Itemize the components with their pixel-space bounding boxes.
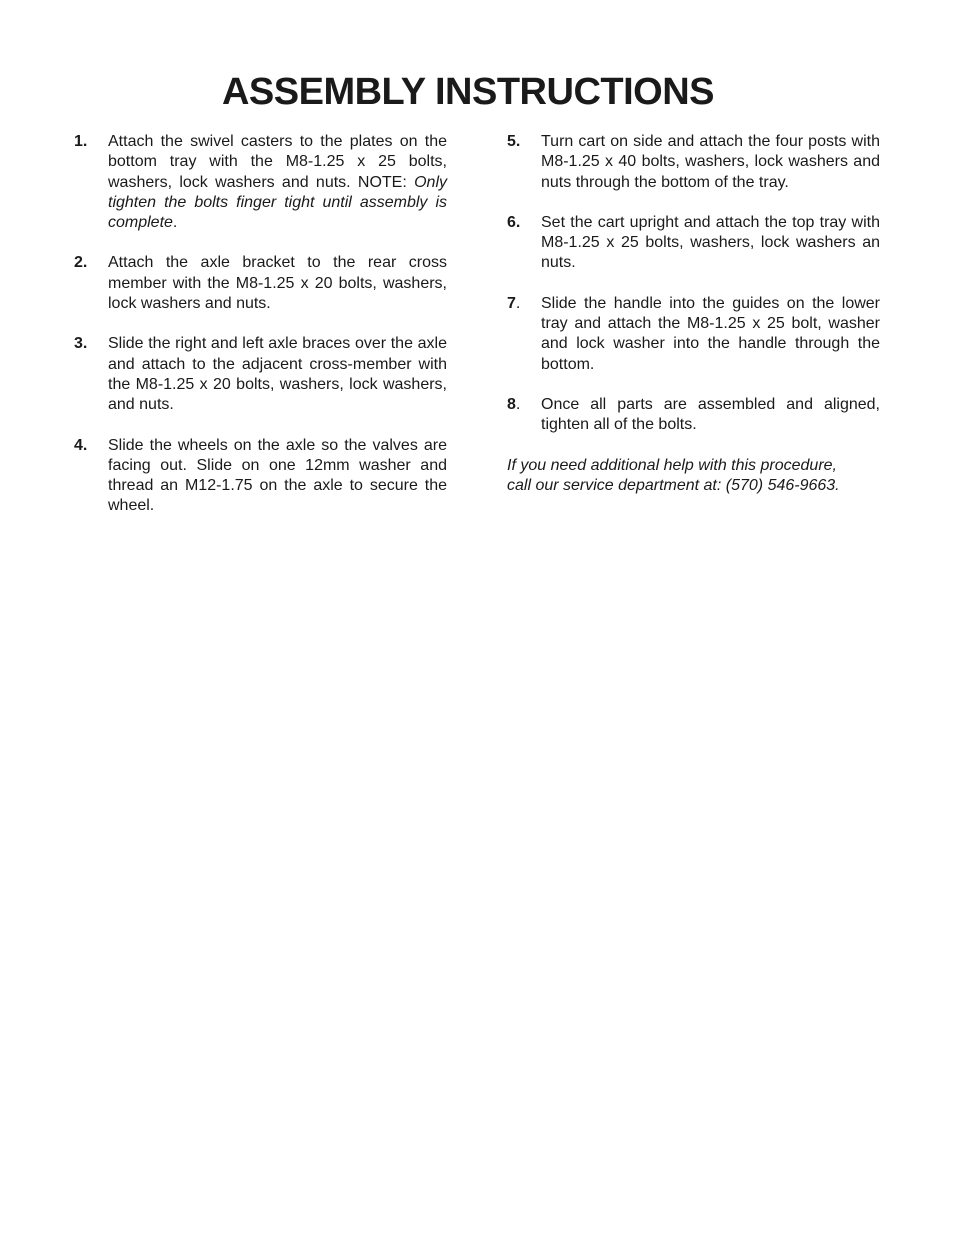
step-number: 5. [507,133,521,150]
step-text: Set the cart upright and attach the top tray with M8-1.25 x 25 bolts, washers, lock washers an nuts. [541,213,880,272]
step-text-suffix: . [172,214,178,232]
step-number-digit: 7 [507,294,516,312]
help-note-line-2: call our service department at: (570) 546-9663. [507,476,840,494]
step-number [507,395,520,415]
step-number-digit: 8 [507,395,516,413]
step-1 [74,132,447,233]
step-3 [74,334,447,415]
step-text-main: Attach the swivel casters to the plates on the bottom tray with the M8-1.25 x 25 bolts, washers, lock washers and nuts. NOTE: [108,133,447,191]
step-number [507,294,520,314]
step-text [108,132,447,233]
step-number: 6. [507,213,521,231]
instructions-right-column [507,132,880,496]
step-number: 3. [74,335,88,353]
step-6 [507,213,880,274]
step-2 [74,253,447,314]
step-text: Slide the handle into the guides on the lower tray and attach the M8-1.25 x 25 bolt, washer and lock washer into the handle through the bottom. [541,294,880,373]
step-5 [507,132,880,193]
step-note-emphasis: Only tighten the bolts finger tight until assembly is complete [108,173,447,232]
step-8 [507,395,880,436]
help-note [507,456,880,497]
page-title: ASSEMBLY INSTRUCTIONS [221,71,715,113]
help-note-line-1: If you need additional help with this procedure, [507,456,837,474]
instructions-left-column [74,132,447,537]
step-text: Slide the wheels on the axle so the valves are facing out. Slide on one 12mm washer and thread an M12-1.75 on the axle to secure the wheel. [108,436,447,515]
step-number: 2. [74,254,88,272]
step-4 [74,436,447,517]
step-number: 4. [74,436,88,454]
step-7 [507,294,880,375]
step-number: 1. [74,133,88,150]
step-number-dot: . [515,294,521,312]
step-text: Once all parts are assembled and aligned, tighten all of the bolts. [541,395,880,434]
step-text: Turn cart on side and attach the four posts with M8-1.25 x 40 bolts, washers, lock washers and nuts through the bottom of the tray. [541,133,880,191]
step-text: Attach the axle bracket to the rear cross member with the M8-1.25 x 20 bolts, washers, lock washers and nuts. [108,254,447,313]
step-number-dot: . [515,395,521,413]
step-text: Slide the right and left axle braces over the axle and attach to the adjacent cross-member with the M8-1.25 x 20 bolts, washers, lock washers, and nuts. [108,335,447,414]
